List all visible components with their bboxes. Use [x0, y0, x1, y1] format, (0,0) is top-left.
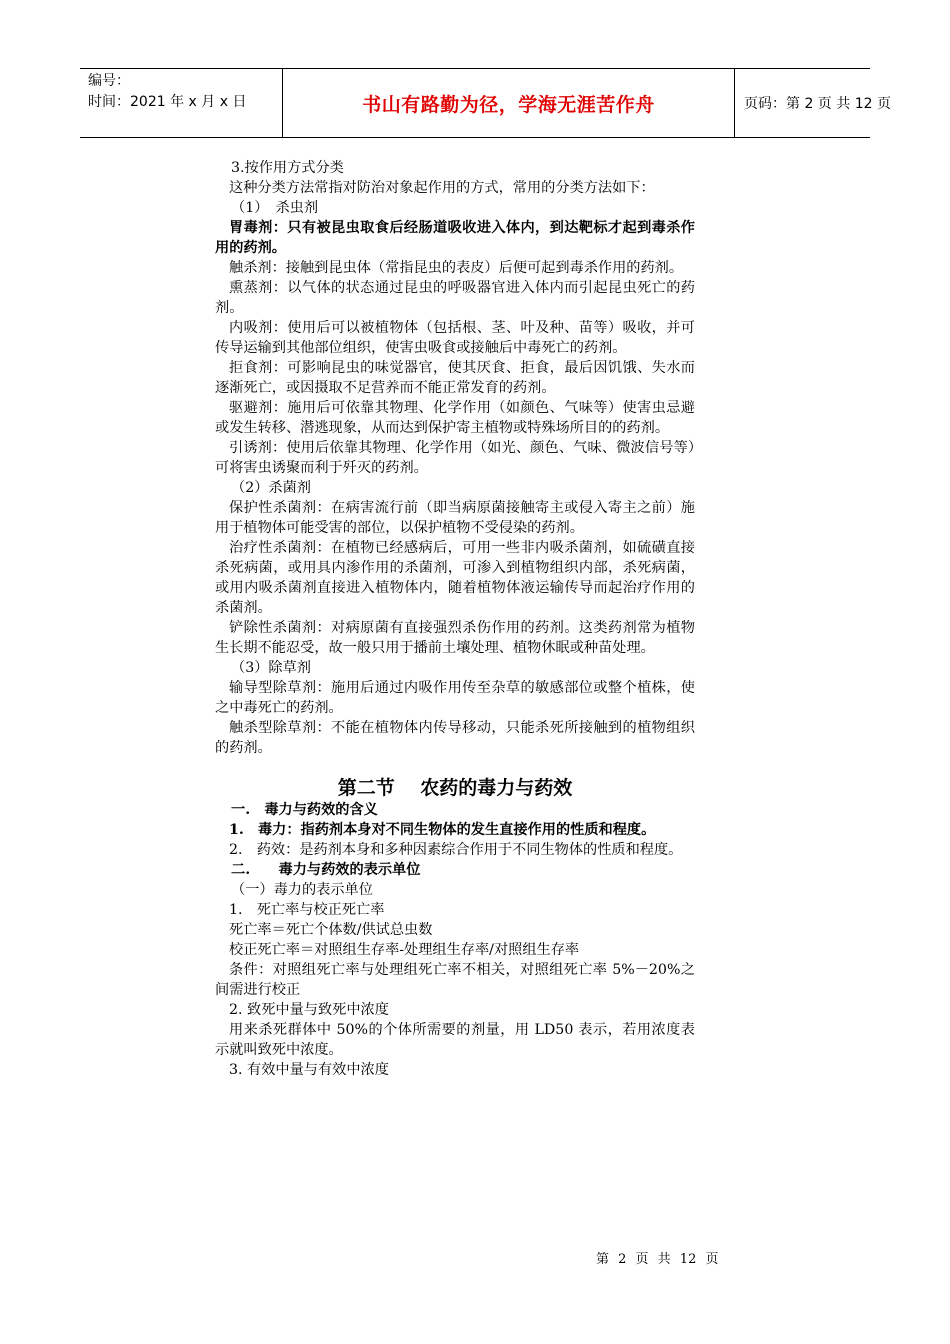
- body-paragraph: 校正死亡率＝对照组生存率-处理组生存率/对照组生存率: [229, 942, 580, 958]
- body-paragraph: 引诱剂：使用后依靠其物理、化学作用（如光、颜色、气味、微波信号等）可将害虫诱聚而利于歼灭的药剂。: [215, 440, 695, 476]
- body-paragraph: 死亡率＝死亡个体数/供试总虫数: [229, 922, 433, 938]
- header-page-label: 页码：第 2 页 共 12 页: [744, 96, 891, 112]
- section-heading: 第二节 农药的毒力与药效: [337, 777, 573, 799]
- document-body: [215, 158, 695, 1080]
- body-paragraph: 二. 毒力与药效的表示单位: [231, 862, 421, 878]
- page-header: [80, 68, 891, 138]
- body-paragraph: 触杀剂：接触到昆虫体（常指昆虫的表皮）后便可起到毒杀作用的药剂。: [229, 260, 684, 276]
- footer-page-number: 第 2 页 共 12 页: [596, 1252, 719, 1267]
- body-paragraph: 治疗性杀菌剂：在植物已经感病后，可用一些非内吸杀菌剂，如硫磺直接杀死病菌，或用具内渗作用的杀菌剂，可渗入到植物组织内部，杀死病菌，或用内吸杀菌剂直接进入植物体内，随着植物体液运输传导而起治疗作用的杀菌剂。: [215, 540, 695, 616]
- body-paragraph: 拒食剂：可影响昆虫的味觉器官，使其厌食、拒食，最后因饥饿、失水而逐渐死亡，或因摄取不足营养而不能正常发育的药剂。: [215, 360, 695, 396]
- header-page-cell: [735, 69, 891, 137]
- body-paragraph: 驱避剂：施用后可依靠其物理、化学作用（如颜色、气味等）使害虫忌避或发生转移、潜逃现象，从而达到保护寄主植物或特殊场所目的的药剂。: [215, 400, 695, 436]
- body-paragraph: 一. 毒力与药效的含义: [231, 802, 378, 818]
- body-paragraph: 1. 死亡率与校正死亡率: [229, 902, 385, 918]
- body-paragraph: 3. 有效中量与有效中浓度: [229, 1062, 389, 1078]
- body-paragraph: 胃毒剂：只有被昆虫取食后经肠道吸收进入体内，到达靶标才起到毒杀作用的药剂。: [215, 220, 695, 256]
- body-paragraph: （1） 杀虫剂: [231, 200, 319, 216]
- body-paragraph: 2. 药效：是药剂本身和多种因素综合作用于不同生物体的性质和程度。: [229, 842, 683, 858]
- body-paragraph: 内吸剂：使用后可以被植物体（包括根、茎、叶及种、苗等）吸收，并可传导运输到其他部位组织，使害虫吸食或接触后中毒死亡的药剂。: [215, 320, 695, 356]
- header-date-label: 时间：2021 年 x 月 x 日: [88, 94, 247, 110]
- body-paragraph: （一）毒力的表示单位: [231, 882, 373, 898]
- body-paragraph: 熏蒸剂：以气体的状态通过昆虫的呼吸器官进入体内而引起昆虫死亡的药剂。: [215, 280, 695, 316]
- body-paragraph: （2）杀菌剂: [231, 480, 311, 496]
- body-paragraph: （3）除草剂: [231, 660, 311, 676]
- body-paragraph: 条件：对照组死亡率与处理组死亡率不相关，对照组死亡率 5%－20%之间需进行校正: [215, 962, 695, 998]
- body-paragraph: 用来杀死群体中 50%的个体所需要的剂量，用 LD50 表示，若用浓度表示就叫致死中浓度。: [215, 1022, 695, 1058]
- header-meta: [80, 69, 282, 137]
- body-paragraph: 铲除性杀菌剂：对病原菌有直接强烈杀伤作用的药剂。这类药剂常为植物生长期不能忍受，故一般只用于播前土壤处理、植物休眠或种苗处理。: [215, 620, 695, 656]
- body-paragraph: 触杀型除草剂：不能在植物体内传导移动，只能杀死所接触到的植物组织的药剂。: [215, 720, 695, 756]
- body-paragraph: 1. 毒力：指药剂本身对不同生物体的发生直接作用的性质和程度。: [229, 822, 656, 838]
- header-motto: 书山有路勤为径，学海无涯苦作舟: [362, 93, 655, 116]
- body-paragraph: 这种分类方法常指对防治对象起作用的方式，常用的分类方法如下：: [229, 180, 655, 196]
- body-paragraph: 2. 致死中量与致死中浓度: [229, 1002, 389, 1018]
- header-number-label: 编号：: [88, 73, 130, 89]
- header-motto-cell: [282, 69, 735, 137]
- body-paragraph: 3.按作用方式分类: [231, 160, 344, 176]
- body-paragraph: 保护性杀菌剂：在病害流行前（即当病原菌接触寄主或侵入寄主之前）施用于植物体可能受害的部位，以保护植物不受侵染的药剂。: [215, 500, 695, 536]
- body-paragraph: 输导型除草剂：施用后通过内吸作用传至杂草的敏感部位或整个植株，使之中毒死亡的药剂。: [215, 680, 695, 716]
- page-footer: [596, 1248, 718, 1267]
